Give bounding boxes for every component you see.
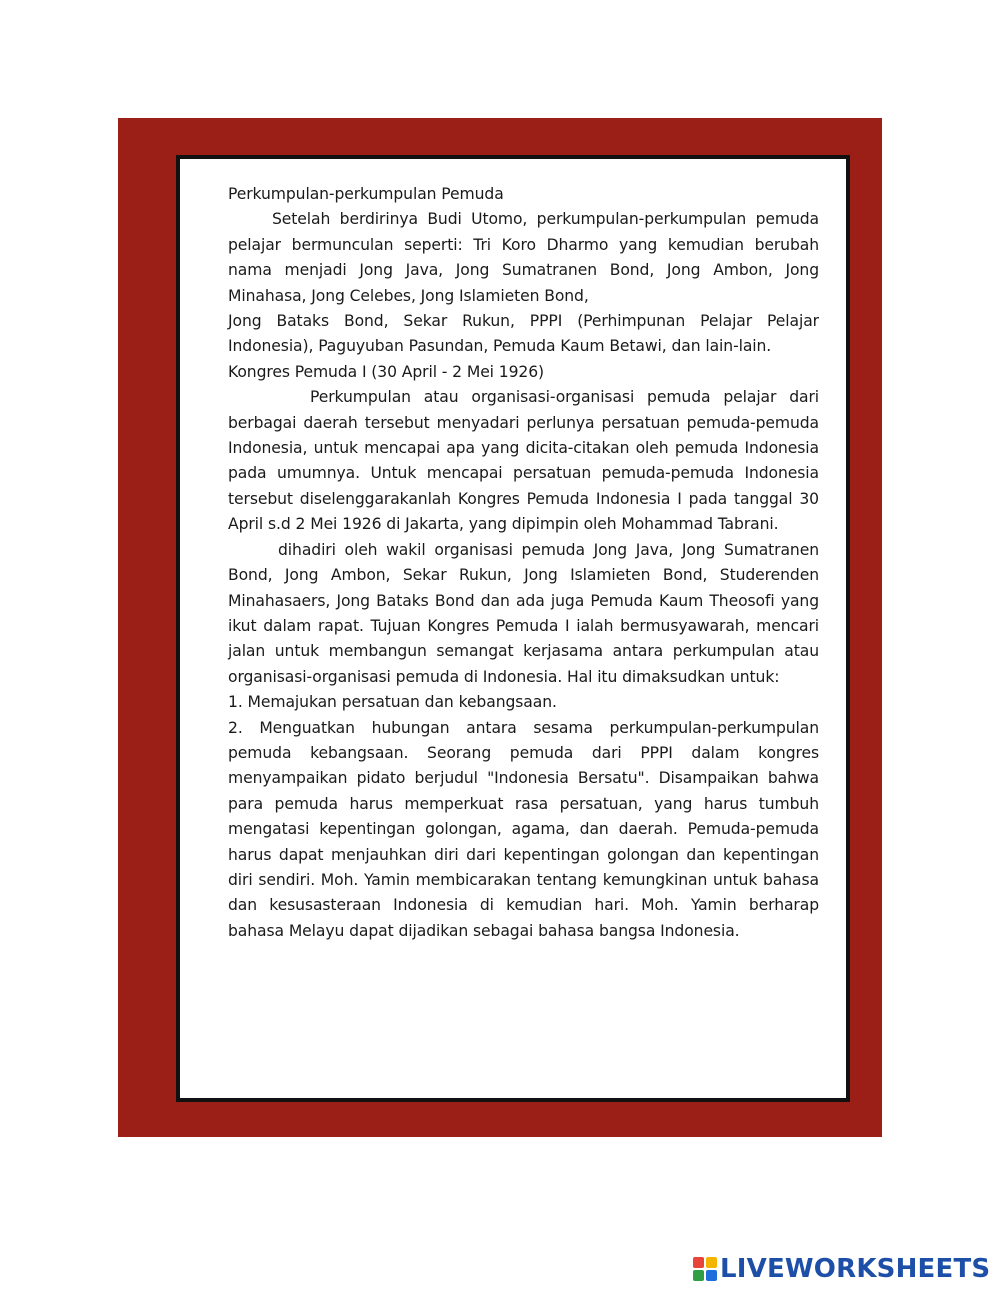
section-heading: Perkumpulan-perkumpulan Pemuda	[228, 185, 504, 203]
worksheet-page	[176, 155, 850, 1102]
paragraph: Jong Bataks Bond, Sekar Rukun, PPPI (Perhimpunan Pelajar Pelajar Indonesia), Paguyuban Pasundan, Pemuda Kaum Betawi, dan lain-lain.	[228, 312, 819, 356]
worksheet-text	[228, 182, 819, 944]
liveworksheets-brand	[693, 1254, 990, 1284]
list-item: 1. Memajukan persatuan dan kebangsaan.	[228, 693, 557, 712]
liveworksheets-logo-icon	[693, 1257, 717, 1281]
section-heading: Kongres Pemuda I (30 April - 2 Mei 1926)	[228, 362, 545, 381]
paragraph: dihadiri oleh wakil organisasi pemuda Jong Java, Jong Sumatranen Bond, Jong Ambon, Sekar Rukun, Jong Islamieten Bond, Studerenden Minahasaers, Jong Bataks Bond dan ada juga Pemuda Kaum Theosofi yang ikut dalam rapat. Tujuan Kongres Pemuda I ialah bermusyawarah, mencari jalan untuk membangun semangat kerjasama antara perkumpulan atau organisasi-organisasi pemuda di Indonesia. Hal itu dimaksudkan untuk:	[228, 540, 819, 686]
list-item: 2. Menguatkan hubungan antara sesama perkumpulan-perkumpulan pemuda kebangsaan. Seorang pemuda dari PPPI dalam kongres menyampaikan pidato berjudul "Indonesia Bersatu". Disampaikan bahwa para pemuda harus memperkuat rasa persatuan, yang harus tumbuh mengatasi kepentingan golongan, agama, dan daerah. Pemuda-pemuda harus dapat menjauhkan diri dari kepentingan golongan dan kepentingan diri sendiri. Moh. Yamin membicarakan tentang kemungkinan untuk bahasa dan kesusasteraan Indonesia di kemudian hari. Moh. Yamin berharap bahasa Melayu dapat dijadikan sebagai bahasa bangsa Indonesia.	[228, 718, 819, 940]
brand-name: LIVEWORKSHEETS	[720, 1254, 991, 1284]
paragraph: Perkumpulan atau organisasi-organisasi pemuda pelajar dari berbagai daerah tersebut menyadari perlunya persatuan pemuda-pemuda Indonesia, untuk mencapai apa yang dicita-citakan oleh pemuda Indonesia pada umumnya. Untuk mencapai persatuan pemuda-pemuda Indonesia tersebut diselenggarakanlah Kongres Pemuda Indonesia I pada tanggal 30 April s.d 2 Mei 1926 di Jakarta, yang dipimpin oleh Mohammad Tabrani.	[228, 388, 819, 534]
paragraph: Setelah berdirinya Budi Utomo, perkumpulan-perkumpulan pemuda pelajar bermunculan seperti: Tri Koro Dharmo yang kemudian berubah nama menjadi Jong Java, Jong Sumatranen Bond, Jong Ambon, Jong Minahasa, Jong Celebes, Jong Islamieten Bond,	[228, 210, 819, 305]
